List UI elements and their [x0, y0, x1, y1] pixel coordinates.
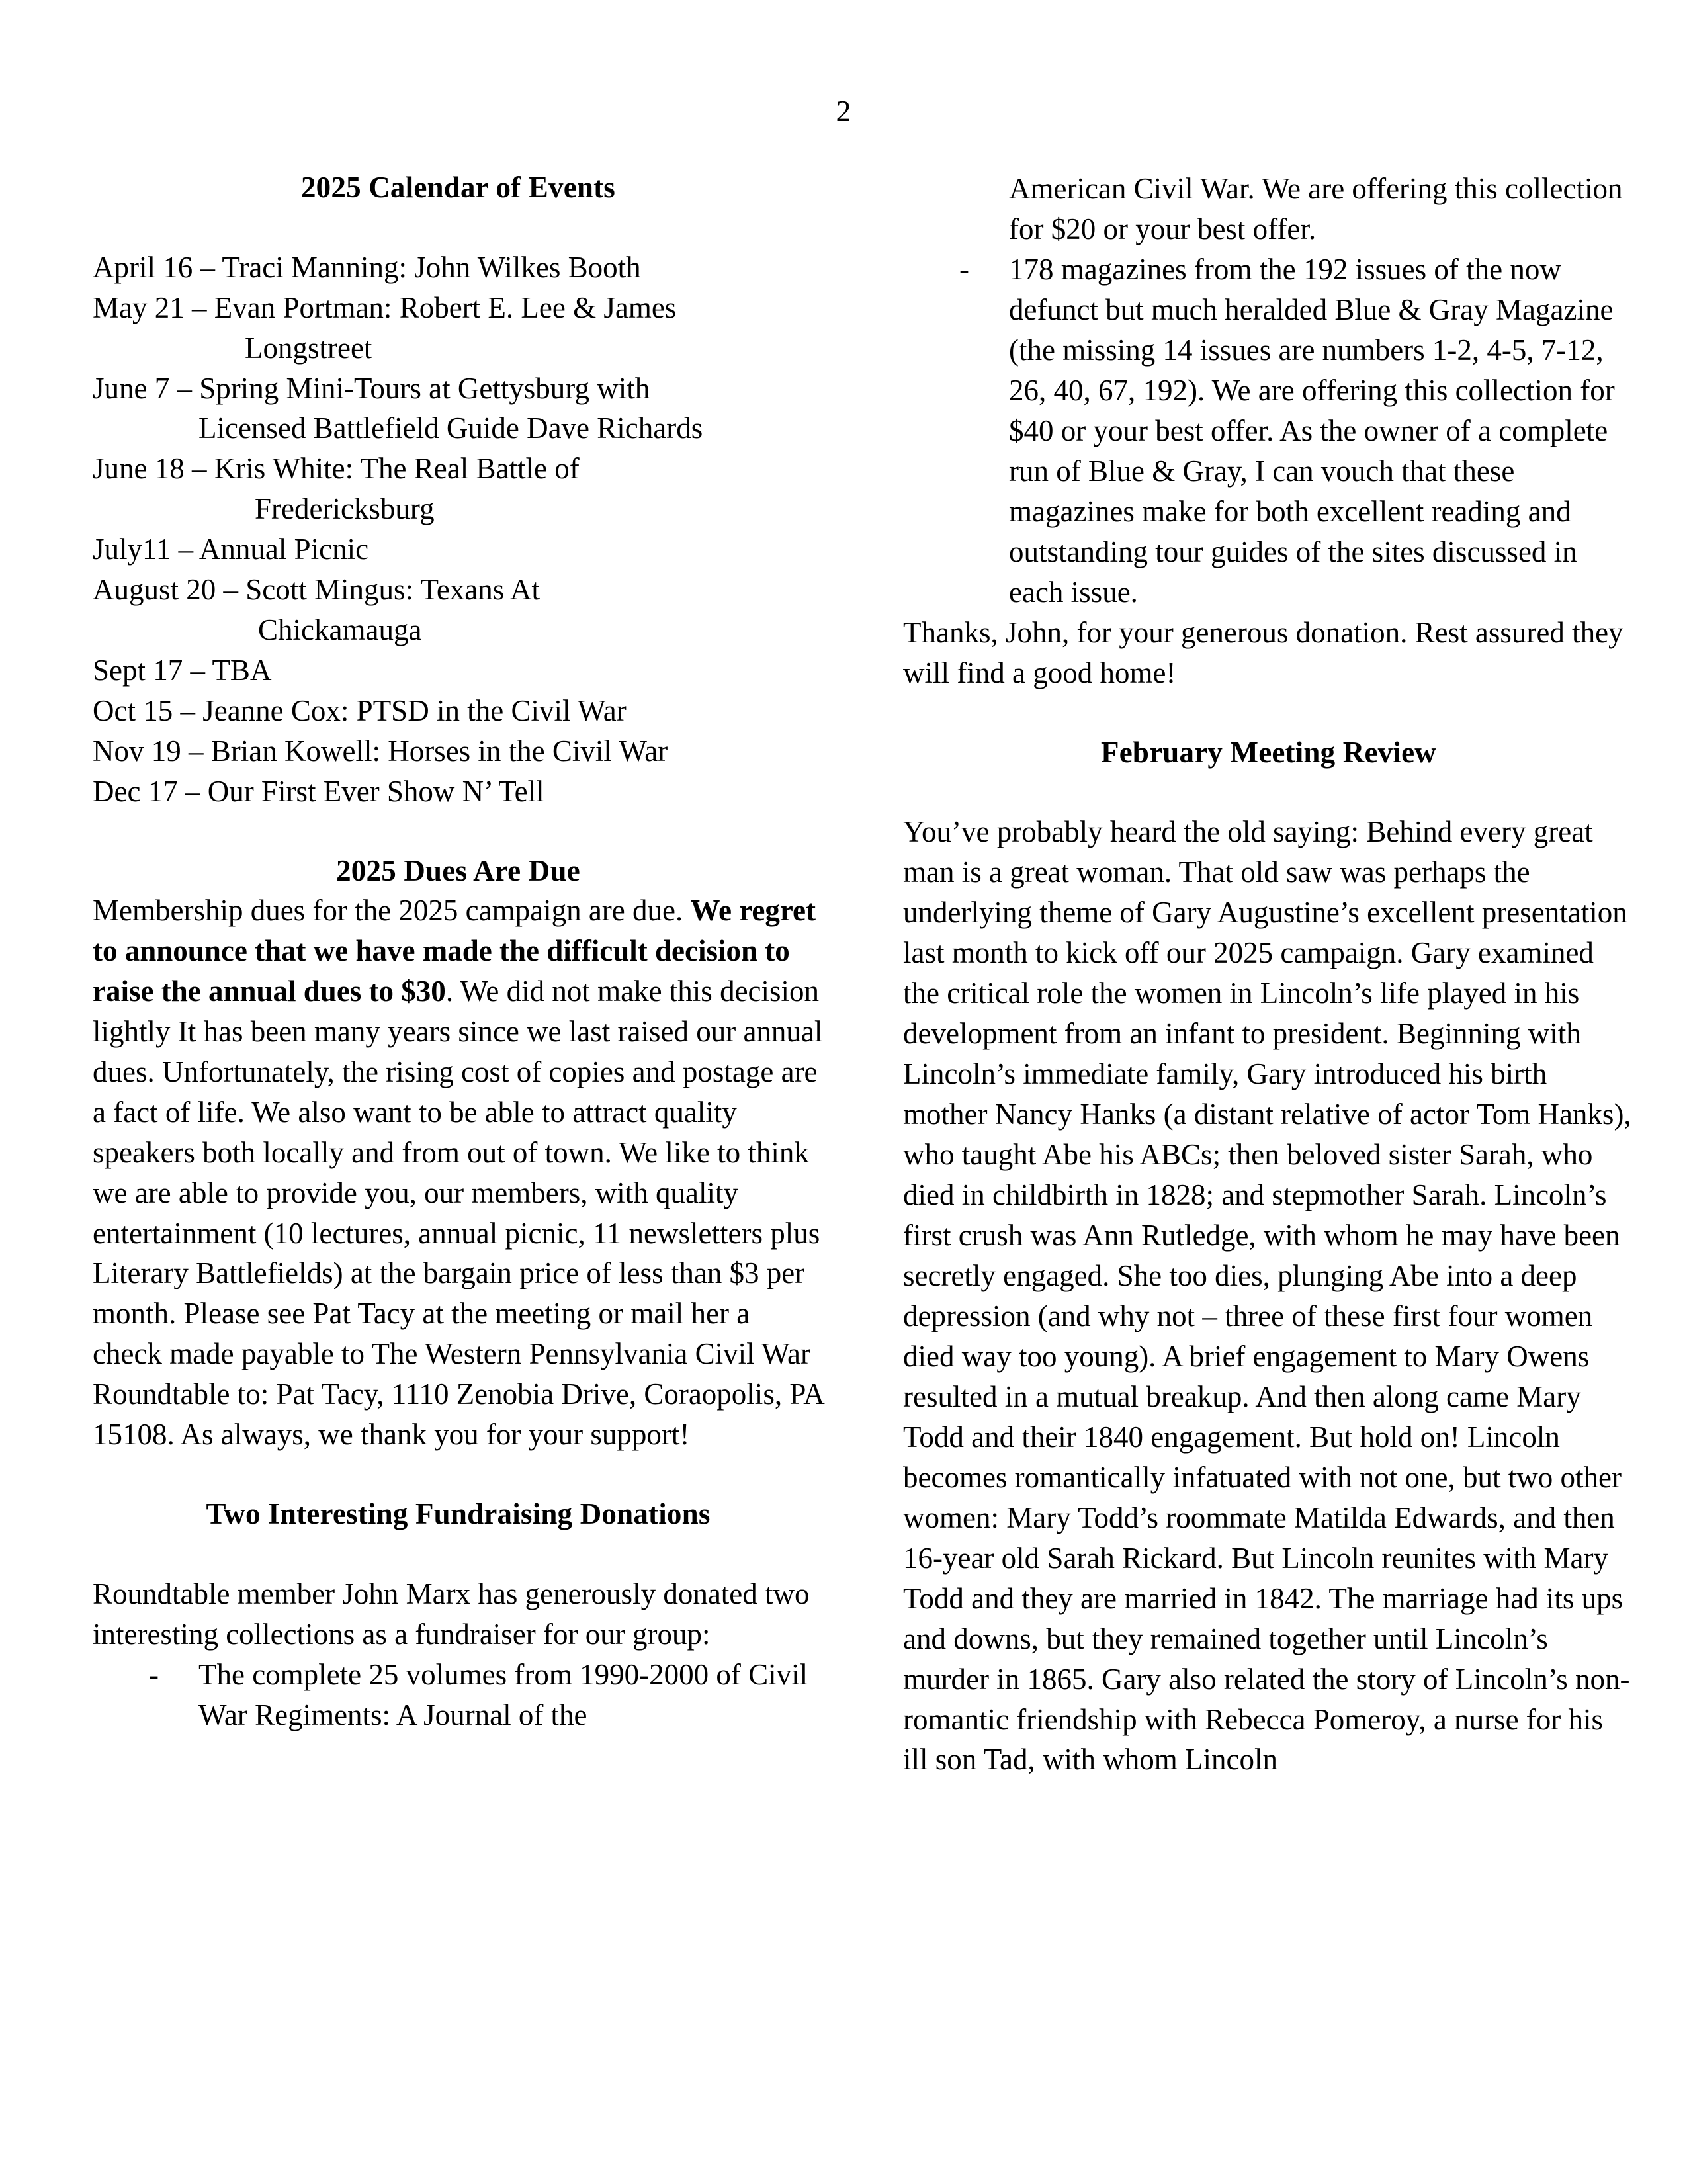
list-item: April 16 – Traci Manning: John Wilkes Booth	[93, 250, 641, 284]
list-item-continuation: Longstreet	[245, 331, 372, 365]
list-item-label: The complete 25 volumes from 1990-2000 of Civil War Regiments: A Journal of the	[198, 1657, 808, 1731]
spacer	[93, 207, 824, 247]
donation-bullet-list	[903, 249, 1634, 613]
donation-closing-text: Thanks, John, for your generous donation. Rest assured they will find a good home!	[903, 615, 1623, 689]
list-item: Nov 19 – Brian Kowell: Horses in the Civil War	[93, 734, 668, 768]
dues-intro-text: Membership dues for the 2025 campaign are due.	[93, 893, 691, 927]
meeting-review-body: You’ve probably heard the old saying: Behind every great man is a great woman. That old saw was perhaps the underlying theme of Gary Augustine’s excellent presentation last month to kick off our 2025 campaign. Gary examined the critical role the women in Lincoln’s life played in his development from an infant to president. Beginning with Lincoln’s immediate family, Gary introduced his birth mother Nancy Hanks (a distant relative of actor Tom Hanks), who taught Abe his ABCs; then beloved sister Sarah, who died in childbirth in 1828; and stepmother Sarah. Lincoln’s first crush was Ann Rutledge, with whom he may have been secretly engaged. She too dies, plunging Abe into a deep depression (and why not – three of these first four women died way too young). A brief engagement to Mary Owens resulted in a mutual breakup. And then along came Mary Todd and their 1840 engagement. But hold on! Lincoln becomes romantically infatuated with not one, but two other women: Mary Todd’s roommate Matilda Edwards, and then 16-year old Sarah Rickard. But Lincoln reunites with Mary Todd and they are married in 1842. The marriage had its ups and downs, but they remained together until Lincoln’s murder in 1865. Gary also related the story of Lincoln’s non-romantic friendship with Rebecca Pomeroy, a nurse for his ill son Tad, with whom Lincoln	[903, 815, 1631, 1776]
list-item-continuation: Chickamauga	[258, 613, 422, 647]
list-item: Oct 15 – Jeanne Cox: PTSD in the Civil War	[93, 694, 627, 728]
calendar-event-list	[93, 247, 824, 812]
fundraising-intro: Roundtable member John Marx has generously donated two interesting collections as a fundraiser for our group:	[93, 1577, 810, 1651]
list-item	[93, 1655, 824, 1735]
spacer	[903, 693, 1634, 734]
list-item-label: 178 magazines from the 192 issues of the now defunct but much heralded Blue & Gray Magazine (the missing 14 issues are numbers 1-2, 4-5, 7-12, 26, 40, 67, 192). We are offering this collection for $40 or your best offer. As the owner of a complete run of Blue & Gray, I can vouch that these magazines make for both excellent reading and outstanding tour guides of the sites discussed in each issue.	[1009, 252, 1615, 609]
fundraising-heading: Two Interesting Fundraising Donations	[206, 1497, 711, 1531]
meeting-review-heading: February Meeting Review	[1101, 735, 1436, 769]
page-number: 2	[836, 94, 851, 128]
fundraising-bullet-list	[93, 1655, 824, 1735]
list-item-continuation: Fredericksburg	[255, 492, 435, 526]
spacer	[93, 1455, 824, 1495]
spacer	[903, 771, 1634, 812]
donation-bullet-one-continuation: American Civil War. We are offering this collection for $20 or your best offer.	[1009, 172, 1623, 245]
dues-paragraph	[93, 891, 824, 1456]
list-item: June 7 – Spring Mini-Tours at Gettysburg with	[93, 371, 650, 405]
spacer	[93, 1534, 824, 1574]
dues-bold-announcement: We regret to announce that we have made the difficult decision to raise the annual dues to $30	[93, 893, 816, 1008]
dash-bullet-icon: -	[149, 1657, 159, 1691]
list-item: May 21 – Evan Portman: Robert E. Lee & James	[93, 290, 677, 324]
list-item: August 20 – Scott Mingus: Texans At	[93, 573, 541, 607]
dues-rest-text: . We did not make this decision lightly It has been many years since we last raised our annual dues. Unfortunately, the rising cost of copies and postage are a fact of life. We also want to be able to attract quality speakers both locally and from out of town. We like to think we are able to provide you, our members, with quality entertainment (10 lectures, annual picnic, 11 newsletters plus Literary Battlefields) at the bargain price of less than $3 per month. Please see Pat Tacy at the meeting or mail her a check made payable to The Western Pennsylvania Civil War Roundtable to: Pat Tacy, 1110 Zenobia Drive, Coraopolis, PA 15108. As always, we thank you for your support!	[93, 974, 824, 1452]
list-item: June 18 – Kris White: The Real Battle of	[93, 452, 580, 486]
list-item: Dec 17 – Our First Ever Show N’ Tell	[93, 775, 544, 808]
list-item	[903, 249, 1634, 613]
right-column	[903, 169, 1634, 1780]
two-column-body	[93, 169, 1634, 1780]
dash-bullet-icon: -	[959, 252, 969, 286]
dues-heading: 2025 Dues Are Due	[336, 854, 580, 888]
calendar-heading: 2025 Calendar of Events	[300, 171, 616, 204]
list-item-continuation: Licensed Battlefield Guide Dave Richards	[198, 412, 703, 445]
list-item: July11 – Annual Picnic	[93, 533, 369, 566]
spacer	[93, 812, 824, 852]
list-item: Sept 17 – TBA	[93, 654, 272, 687]
left-column	[93, 169, 824, 1780]
